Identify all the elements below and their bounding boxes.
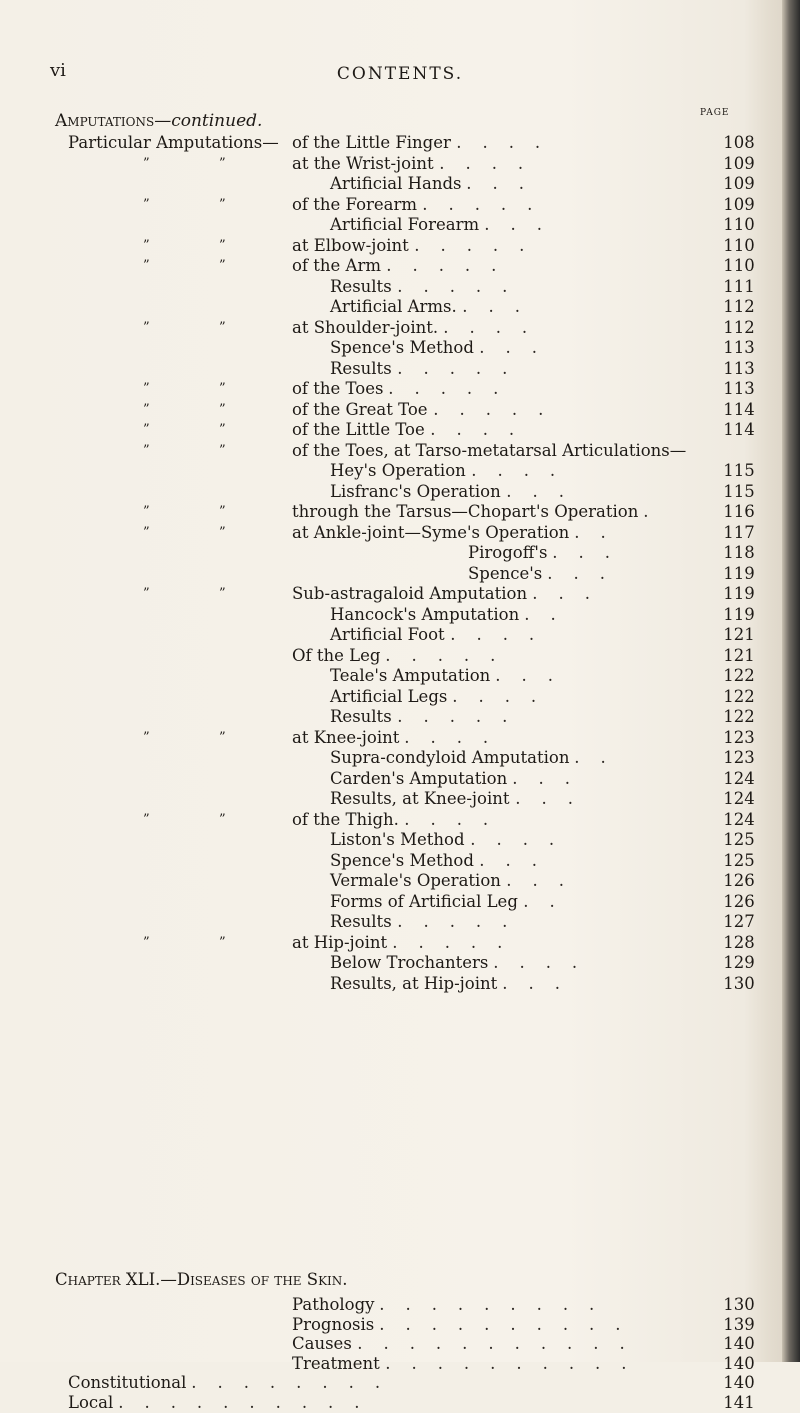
toc-entry-title: Lisfranc's Operation <box>330 481 501 501</box>
toc-entry-title: at Ankle-joint—Syme's Operation <box>292 522 570 542</box>
toc-leader-dots: . . . . . <box>380 645 496 665</box>
toc-page-number: 122 <box>723 707 755 726</box>
ditto-mark: ” <box>143 586 150 601</box>
ditto-mark: ” <box>219 422 226 437</box>
ditto-mark: ” <box>143 258 150 273</box>
toc-page-number: 121 <box>723 625 755 644</box>
toc-page-number: 119 <box>723 584 755 603</box>
toc-entry <box>0 277 780 297</box>
ditto-mark: ” <box>219 729 226 745</box>
toc-page-number: 124 <box>723 809 755 829</box>
ditto-mark: ” <box>143 422 150 437</box>
toc-entry-title: of the Forearm <box>292 194 418 214</box>
toc-page-number: 126 <box>723 871 755 890</box>
toc-leader-dots: . . <box>569 748 606 767</box>
section-heading-caps: Amputations <box>55 111 155 131</box>
ditto-mark: ” <box>219 196 226 212</box>
toc-entry-title: Treatment <box>292 1353 380 1373</box>
toc-page-number: 129 <box>723 953 755 972</box>
toc-page-number: 123 <box>723 727 755 747</box>
toc-leader-dots: . . . . <box>425 420 515 439</box>
toc-page-number: 119 <box>723 604 755 624</box>
ditto-mark: ” <box>219 258 226 273</box>
toc-entry <box>0 1373 780 1393</box>
toc-leader-dots: . . . <box>510 789 573 808</box>
toc-leader-dots: . . . <box>547 543 610 562</box>
running-title: CONTENTS. <box>336 64 464 84</box>
page-column-label: PAGE <box>700 108 730 118</box>
toc-page-number: 114 <box>723 399 755 419</box>
toc-page-number: 114 <box>723 420 755 439</box>
toc-entry-title: Pathology <box>292 1295 375 1314</box>
toc-leader-dots: . . . . . . . . . . <box>374 1314 621 1334</box>
toc-entry <box>0 441 780 461</box>
toc-leader-dots: . . . . . . . . <box>186 1373 381 1392</box>
toc-entry <box>0 1315 780 1335</box>
toc-entry-title: Spence's <box>468 563 543 583</box>
toc-leader-dots: . . <box>518 891 555 911</box>
toc-page-number: 110 <box>723 235 755 255</box>
toc-entry <box>0 461 780 481</box>
toc-page-number: 111 <box>723 276 755 296</box>
toc-entry <box>0 1354 780 1374</box>
toc-page-number: 113 <box>723 338 755 357</box>
toc-entry <box>0 871 780 891</box>
toc-entry <box>0 400 780 420</box>
toc-entry-title: Artificial Legs <box>330 686 448 706</box>
ditto-mark: ” <box>143 811 150 827</box>
toc-page-number: 122 <box>723 686 755 706</box>
toc-page-number: 108 <box>723 133 755 152</box>
toc-entry-title: Artificial Arms. <box>330 297 457 316</box>
toc-page-number: 109 <box>723 174 755 193</box>
toc-entry-title: Of the Leg <box>292 645 381 665</box>
toc-entry-title: of the Thigh. <box>292 809 399 829</box>
toc-page-number: 110 <box>723 256 755 275</box>
toc-entry-title: Hancock's Amputation <box>330 604 520 624</box>
toc-entry <box>0 215 780 235</box>
toc-page-number: 124 <box>723 789 755 808</box>
toc-page-number: 115 <box>723 461 755 480</box>
toc-page-number: 115 <box>723 481 755 501</box>
toc-leader-dots: . . . <box>474 850 537 870</box>
chapter-heading: Chapter XLI.—Diseases of the Skin. <box>55 1270 348 1289</box>
toc-entry-title: Results, at Knee-joint <box>330 789 510 808</box>
toc-entry-title: Causes <box>292 1334 352 1353</box>
toc-leader-dots: . . . <box>501 871 564 890</box>
toc-entry-title: Artificial Forearm <box>330 215 480 234</box>
toc-entry <box>0 769 780 789</box>
toc-entry <box>0 830 780 850</box>
toc-leader-dots: . . <box>519 604 556 624</box>
toc-leader-dots: . . . <box>490 666 553 685</box>
toc-entry-title: Results <box>330 707 392 726</box>
toc-entry-title: Prognosis <box>292 1314 375 1334</box>
toc-entry <box>0 338 780 358</box>
ditto-mark: ” <box>219 381 226 396</box>
section-heading <box>55 111 262 131</box>
toc-entry-title: Results <box>330 276 392 296</box>
toc-leader-dots: . . . . . . . . . . <box>113 1392 360 1412</box>
toc-page-number: 118 <box>723 543 755 562</box>
ditto-mark: ” <box>219 401 226 417</box>
book-spine-edge <box>782 0 800 1362</box>
toc-entry-title: Liston's Method <box>330 830 465 849</box>
toc-page-number: 139 <box>723 1314 755 1334</box>
toc-entry-title: of the Toes, at Tarso-metatarsal Articulations— <box>292 440 687 460</box>
ditto-mark: ” <box>219 504 226 519</box>
toc-leader-dots: . . . <box>542 563 605 583</box>
toc-entry-title: Pirogoff's <box>468 543 548 562</box>
toc-entry <box>0 810 780 830</box>
toc-entry <box>0 1334 780 1354</box>
toc-leader-dots: . . . <box>501 481 564 501</box>
ditto-mark: ” <box>219 811 226 827</box>
toc-leader-dots: . <box>638 502 649 521</box>
toc-leader-dots: . . . . <box>466 461 556 480</box>
toc-leader-dots: . . . . . . . . . . . <box>352 1334 625 1353</box>
toc-entry-title: of the Little Finger <box>292 133 451 152</box>
ditto-mark: ” <box>143 442 150 458</box>
toc-page-number: 128 <box>723 932 755 952</box>
toc-leader-dots: . . . <box>457 297 520 316</box>
toc-page-number: 123 <box>723 748 755 767</box>
toc-entry-title: Local <box>68 1392 114 1412</box>
toc-page-number: 110 <box>723 215 755 234</box>
ditto-mark: ” <box>143 381 150 396</box>
toc-entry-title: Forms of Artificial Leg <box>330 891 518 911</box>
toc-entry-title: at Hip-joint <box>292 932 388 952</box>
ditto-mark: ” <box>143 196 150 212</box>
toc-page-number: 112 <box>723 297 755 316</box>
folio-number: vi <box>50 60 66 81</box>
toc-leader-dots: . . . . <box>399 727 489 747</box>
toc-entry <box>0 646 780 666</box>
toc-entry-title: of the Great Toe <box>292 399 428 419</box>
toc-leader-dots: . . . <box>527 584 590 603</box>
toc-entry <box>0 953 780 973</box>
toc-page-number: 109 <box>723 194 755 214</box>
toc-leader-dots: . . . <box>507 768 570 788</box>
toc-entry-title: at Knee-joint <box>292 727 400 747</box>
toc-leader-dots: . . . <box>461 174 524 193</box>
ditto-mark: ” <box>219 155 226 171</box>
toc-page-number: 112 <box>723 317 755 337</box>
toc-entry-title: at Shoulder-joint. <box>292 317 439 337</box>
toc-entry <box>0 1393 780 1413</box>
toc-page-number: 140 <box>723 1353 755 1373</box>
toc-entry <box>0 1295 780 1315</box>
toc-entry-title: through the Tarsus—Chopart's Operation <box>292 502 639 521</box>
ditto-mark: ” <box>143 237 150 253</box>
toc-entry <box>0 256 780 276</box>
toc-page-number: 126 <box>723 891 755 911</box>
toc-entry <box>0 851 780 871</box>
toc-entry <box>0 564 780 584</box>
ditto-mark: ” <box>143 729 150 745</box>
toc-entry <box>0 666 780 686</box>
toc-leader-dots: . . . . . <box>417 194 533 214</box>
toc-entry <box>0 195 780 215</box>
toc-entry <box>0 728 780 748</box>
toc-entry-title: Artificial Hands <box>330 174 462 193</box>
ditto-mark: ” <box>219 586 226 601</box>
toc-entry <box>0 933 780 953</box>
toc-leader-dots: . . . . <box>488 953 578 972</box>
toc-entry-title: of the Arm <box>292 256 382 275</box>
toc-leader-dots: . . . . . <box>392 707 508 726</box>
toc-entry <box>0 297 780 317</box>
toc-entry <box>0 543 780 563</box>
toc-leader-dots: . . . . <box>447 686 537 706</box>
toc-page-number: 127 <box>723 912 755 931</box>
toc-entry <box>0 379 780 399</box>
toc-leader-dots: . . . <box>474 338 537 357</box>
toc-entry <box>0 523 780 543</box>
ditto-mark: ” <box>219 524 226 540</box>
toc-leader-dots: . . . <box>479 215 542 234</box>
toc-page-number: 116 <box>723 502 755 521</box>
toc-entry-title: Results, at Hip-joint <box>330 973 498 993</box>
section-heading-continued: —continued. <box>154 111 263 131</box>
toc-entry-title: Results <box>330 912 392 931</box>
toc-page-number: 140 <box>723 1334 755 1353</box>
toc-entry-title: at Elbow-joint <box>292 235 409 255</box>
toc-entry <box>0 974 780 994</box>
toc-page-number: 124 <box>723 768 755 788</box>
toc-entry-title: Spence's Method <box>330 338 474 357</box>
toc-entry <box>0 482 780 502</box>
toc-leader-dots: . . . . <box>445 625 535 644</box>
toc-entry <box>0 420 780 440</box>
toc-entry-title: Below Trochanters <box>330 953 489 972</box>
toc-page-number: 119 <box>723 563 755 583</box>
toc-entry-title: of the Little Toe <box>292 420 425 439</box>
ditto-mark: ” <box>143 504 150 519</box>
toc-entry-title: Results <box>330 358 392 378</box>
toc-leader-dots: . . . . <box>451 133 541 152</box>
toc-leader-dots: . . . . . <box>392 912 508 931</box>
ditto-mark: ” <box>219 237 226 253</box>
ditto-mark: ” <box>219 319 226 335</box>
toc-page-number: 113 <box>723 358 755 378</box>
toc-leader-dots: . . . . . <box>428 399 544 419</box>
toc-page-number: 125 <box>723 830 755 849</box>
toc-page-number: 113 <box>723 379 755 398</box>
ditto-mark: ” <box>143 934 150 950</box>
ditto-mark: ” <box>143 401 150 417</box>
toc-leader-dots: . . . . . <box>383 379 499 398</box>
toc-entry <box>0 707 780 727</box>
toc-entry <box>0 748 780 768</box>
toc-page-number: 141 <box>723 1392 755 1412</box>
toc-entry <box>0 174 780 194</box>
toc-leader-dots: . . . . <box>438 317 528 337</box>
toc-leader-dots: . . . . . <box>392 276 508 296</box>
toc-entry <box>0 154 780 174</box>
toc-leader-dots: . . <box>569 522 606 542</box>
toc-entry <box>0 605 780 625</box>
toc-entry-title: Supra-condyloid Amputation <box>330 748 570 767</box>
toc-page-number: 130 <box>723 1295 755 1314</box>
toc-entry-title: Vermale's Operation <box>330 871 501 890</box>
toc-leader-dots: . . . . . <box>381 256 497 275</box>
toc-entry-title: Hey's Operation <box>330 461 466 480</box>
toc-page-number: 122 <box>723 666 755 685</box>
toc-entry <box>0 687 780 707</box>
toc-entry <box>0 236 780 256</box>
toc-entry-title: of the Toes <box>292 379 384 398</box>
ditto-mark: ” <box>143 155 150 171</box>
toc-entry-title: at the Wrist-joint <box>292 153 434 173</box>
toc-entry-prefix: Particular Amputations— <box>68 133 279 152</box>
toc-leader-dots: . . . . <box>399 809 489 829</box>
toc-entry <box>0 892 780 912</box>
toc-leader-dots: . . . <box>497 973 560 993</box>
toc-entry-title: Artificial Foot <box>330 625 445 644</box>
toc-entry <box>0 133 780 153</box>
toc-page-number: 130 <box>723 973 755 993</box>
toc-leader-dots: . . . . <box>465 830 555 849</box>
toc-leader-dots: . . . . . <box>392 358 508 378</box>
toc-page-number: 109 <box>723 153 755 173</box>
ditto-mark: ” <box>219 442 226 458</box>
toc-entry-title: Sub-astragaloid Amputation <box>292 584 528 603</box>
ditto-mark: ” <box>143 319 150 335</box>
toc-entry <box>0 625 780 645</box>
toc-entry <box>0 912 780 932</box>
toc-page-number: 125 <box>723 850 755 870</box>
toc-page-number: 140 <box>723 1373 755 1392</box>
toc-entry <box>0 584 780 604</box>
ditto-mark: ” <box>143 524 150 540</box>
toc-entry <box>0 789 780 809</box>
toc-leader-dots: . . . . . <box>387 932 503 952</box>
toc-leader-dots: . . . . . <box>409 235 525 255</box>
toc-entry <box>0 318 780 338</box>
toc-entry-title: Constitutional <box>68 1373 187 1392</box>
toc-entry <box>0 502 780 522</box>
toc-leader-dots: . . . . <box>434 153 524 173</box>
toc-page-number: 121 <box>723 645 755 665</box>
toc-leader-dots: . . . . . . . . . <box>374 1295 595 1314</box>
toc-entry-title: Teale's Amputation <box>330 666 491 685</box>
toc-entry-title: Carden's Amputation <box>330 768 508 788</box>
toc-leader-dots: . . . . . . . . . . <box>380 1353 627 1373</box>
ditto-mark: ” <box>219 934 226 950</box>
toc-entry <box>0 359 780 379</box>
toc-page-number: 117 <box>723 522 755 542</box>
toc-entry-title: Spence's Method <box>330 850 474 870</box>
